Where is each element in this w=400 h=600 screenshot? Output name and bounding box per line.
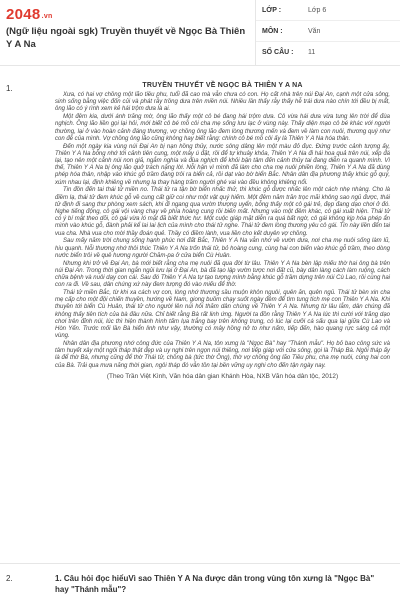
meta-value: Lớp 6 [308,6,327,14]
question-number: 2. [6,574,13,583]
paragraph: Xưa, có hai vợ chồng một lão tiều phu, tuổi đã cao mà vẫn chưa có con. Họ cất nhà trên núi Đại An, cạnh một cửa sông, sinh sống bằng việc đốn củi và phát rẫy trồng dưa trên miền núi. Nhiều lần thấy rẫy thấy hễ trái dưa nào chín tới đều bị mất, ông lão có ý rình xem kẻ hái trộm dưa là ai. [55,92,390,113]
meta-row-subject [256,21,400,42]
paragraph: Nhân dân địa phương nhớ công đức của Thiên Y A Na, tôn xưng là "Ngọc Bà" hay "Thánh mẫu". Họ bỏ bao công sức và tâm huyết xây một ngôi tháp thật đẹp và uy nghi trên ngọn núi thiêng, nơi tiếp giáp với cửa sông, gọi là Tháp Bà. Ngôi tháp ấy là để thờ Bà, nhưng cũng để thờ Thái tử, chồng bà (tức thờ Ông), thờ vợ chồng ông lão Tiều phu, cha mẹ nuôi, cùng hai con của Bà. Trải qua mưa năng thời gian, ngôi tháp đó vẫn tồn tại bền vững uy nghi cho đến tận ngày nay. [55,341,390,369]
question-text[interactable]: 1. Câu hỏi đọc hiểuVì sao Thiên Y A Na được dân trong vùng tôn xưng là "Ngọc Bà" hay "Thánh mẫu"? [55,574,375,594]
meta-row-count [256,42,400,63]
paragraph: Sau mấy năm trời chung sống hạnh phúc nơi đất Bắc, Thiên Y A Na vẫn nhớ về vườn dưa, nơi cha mẹ nuôi sống làm lũ, hiu quạnh. Nỗi thương nhớ thôi thúc Thiên Y A Na trốn thái tử, bỏ hoàng cung, cùng hai con biến vào khúc gỗ trầm, theo dòng nước biển trôi về quê hương người Chăm-pa ở cửa biển Cù Huân. [55,238,390,259]
site-logo[interactable]: $2048_{.vn}$ [6,6,53,23]
meta-value: 11 [308,49,316,56]
paragraph: Một đêm kia, dưới ánh trăng mờ, ông lão thấy một cô bé đang hái trộm dưa. Cô vừa hái dưa vừa tung lên trời để đùa nghịch. Ông lão liền gọi lại hỏi, mới biết cô bé mồ côi cha mẹ sống lưu lạc ở vùng này. Thấy diện mạo cô bé khác với người thường, lại ở vào hoàn cảnh đáng thương, vợ chồng ông lão đem lòng thương mến và đem về làm con nuôi, thương quý như con đẻ của mình. Vợ chồng ông lão cũng không hay biết rằng: chính cô bé mồ côi ấy là Thiên Y A Na hóa thân. [55,114,390,142]
meta-label: MÔN : [262,27,283,35]
meta-row-grade [256,0,400,21]
meta-label: SỐ CÂU : [262,49,294,56]
question-number: 1. [6,84,13,93]
story-title: TRUYỀN THUYẾT VỀ NGỌC BÀ THIÊN Y A NA [142,82,303,89]
meta-value: Văn [308,27,321,35]
paragraph: Tin đồn đến tai thái tử miền no. Thái tử ra tận bờ biển nhấc thử, thì khúc gỗ được nhấc lên một cách nhẹ nhàng. Cho là điềm lạ, thái tử đem khúc gỗ về cung cất giữ coi như một vật quý hiếm. Một đêm năm trăn trọc mãi không sao ngủ được, thái tử định đi sang thư phòng xem sách, khi đi ngang qua vườn thượng uyển, bỗng thấy một cô gái trẻ, đẹp đang dạo chơi ở đó. Nghe tiếng động, cô gái vội vàng chạy về phía hoàng cung rồi biến mất. Nhưng vào một đêm khác, cô gái xuất hiện. Thái tử có ý bí mật theo dõi, cô gái vừa ló mặt đã biết thức hư. Một cuộc giáp mặt diễn ra quá bất ngờ, cô gái không kịp hóa phép ẩn mình vào khúc gỗ, đành phải kể lai lai lịch của mình cho thái tử nghe. Thái tử đem lòng thương yêu cô gái. Tin này liền đến tai vua cha. Nhà vua cho mời thầy đoán quẻ. Thầy có điềm lành, vua liền cho kết duyên vợ chồng. [55,187,390,237]
document-title: (Ngữ liệu ngoài sgk) Truyền thuyết về Ngọc Bà Thiên Y A Na [6,26,246,50]
paragraph: Đến một ngày kia vùng núi Đại An bị nạn hồng thủy, nước sông dâng lên một màu đỏ đục. Đứng trước cảnh tượng ấy, Thiên Y A Na bỗng nhớ tới cảnh tiên cung, một mây ú đặt, rồi để tự khuây khỏa, Thiên Y A Na đi hái hoa quả trên núi, xếp đá lại, tạo nên một cảnh núi non giả, ngắm nghía và đùa nghịch để khỏi bận tâm đến cảnh thủy tai đang diễn ra quanh mình. Vì thế, Thiên Y A Na bị ông lão quở trách nặng lời. Nỗi hận vì mình đã làm cho cha mẹ nuôi phiền lòng, Thiên Y A Na đã dùng phép hóa thân, nhập vào khúc gỗ trầm đang trôi ra biển cả, rồi dạt vào bờ biển Bắc. Nhân dân địa phương thấy khúc gỗ quý, xúm nhau lại, định khiêng về nhưng lạ thay hàng trăm người ghé vai vào đều không khiêng nổi. [55,143,390,186]
paragraph: Thái tử miền Bắc, từ khi xa cách vợ con, lòng nhớ thương sầu muộn khôn nguôi, quên ăn, quên ngủ. Thái tử bèn xin cha mẹ cấp cho một đội chiến thuyền, hướng về Nam, giong buồm chạy suốt ngày đêm để tìm tung tích mẹ con Thiên Y A Na. Khi thuyền tới biển Cù Huân, thái tử cho người lên núi hỏi thăm dân chúng về Thiên Y A Na. Nhưng từ lâu lắm, dân chúng đã không thấy tiên tích của bà đâu nữa. Chỉ biết rằng Bà rất linh ứng. Người ta đồn rằng Thiên Y A Na lúc thì cười với trăng dạo chơi trên đỉnh núi, lúc thì hiện thành hình tấm lụa trắng bay trên không trung, có lúc lại cưỡi cá sấu qua lại giữa Cù Lao và Hòn Yến. Trước mối lần Bà hiển linh như vậy, thường có mây hồng nở to như nấm, tiếp đến, hào quang rực sáng cả một vùng. [55,290,390,340]
header [0,0,400,66]
paragraph: Nhưng khi trở về Đại An, bà mới biết rằng cha mẹ nuôi đã qua đời từ lâu. Thiên Y A Na bèn lập miếu thờ hai ông bà trên núi Đại An. Trong thời gian ngắn ngủi lưu lại ở Đại An, bà đã tạo lập vườn tược nơi đất cũ, bày dân làng cách làm ruộng, cách chữa bệnh và nuôi dạy con cái. Sau đó Thiên Y A Na tự tạo tượng mình bằng khúc gỗ trầm dựng trên núi Cù Lao, rồi cùng hai con ra đi. Về sau, dân chúng xứ này đem tượng đó vào miếu để thờ. [55,260,390,289]
reading-passage [55,82,390,380]
source-citation: (Theo Trần Việt Kình, Văn hóa dân gian Khánh Hòa, NXB Văn hóa dân tộc, 2012) [106,372,339,380]
meta-label: LỚP : [262,6,282,14]
divider [0,563,400,564]
meta-panel [255,0,400,66]
